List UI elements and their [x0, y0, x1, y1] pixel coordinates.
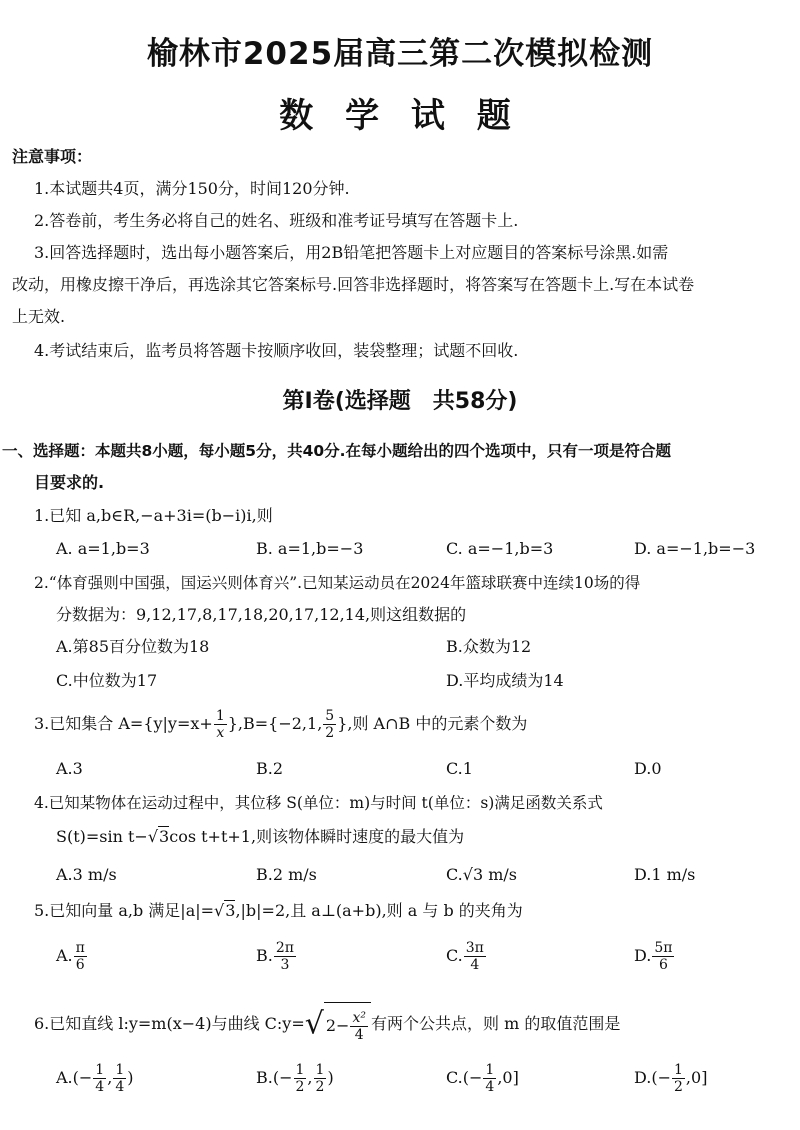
q4-option-d: D.1 m/s: [634, 865, 696, 884]
q6-b-n2: 1: [315, 1062, 325, 1078]
q3-option-a: A.3: [56, 759, 83, 778]
q6-option-a: [56, 1058, 133, 1098]
subject-title: 数 学 试 题: [279, 96, 521, 136]
q2-option-c: C.中位数为17: [56, 671, 158, 690]
exam-title: 榆林市2025届高三第二次模拟检测: [146, 36, 654, 72]
q5-option-b: [256, 936, 297, 976]
q4-option-b: B.2 m/s: [256, 865, 317, 884]
q1-stem: 1.已知 a,b∈R,−a+3i=(b−i)i,则: [34, 506, 273, 525]
q6-c-n1: 1: [485, 1062, 495, 1078]
q4-stem: 4.已知某物体在运动过程中，其位移 S(单位：m)与时间 t(单位：s)满足函数关系式: [34, 794, 603, 812]
q6-b-end: ): [327, 1068, 334, 1087]
q4-sqrt-radicand: 3: [159, 827, 170, 846]
q4-formula-part1: S(t)=sin t−: [56, 827, 148, 846]
q3-stem-part3: },则 A∩B 中的元素个数为: [337, 714, 528, 733]
q6-a-end: ): [127, 1068, 134, 1087]
q6-sqrt-body: [324, 1002, 371, 1047]
q5-option-b-fraction: [274, 940, 296, 973]
q5-option-c-label: C.: [446, 946, 463, 965]
q6-c-neg: −: [469, 1068, 483, 1087]
q6-a-frac2: [113, 1062, 126, 1095]
q6-b-mid: ,: [307, 1068, 313, 1087]
notice-item-3-cont: 改动，用橡皮擦干净后，再选涂其它答案标号.回答非选择题时，将答案写在答题卡上.写在本试卷: [12, 275, 695, 294]
notice-item-1: 1.本试题共4页，满分150分，时间120分钟.: [34, 179, 350, 198]
q6-d-label: D.(: [634, 1068, 658, 1087]
q5-option-a-fraction: [74, 940, 87, 973]
q4-formula-part2: cos t+t+1,则该物体瞬时速度的最大值为: [169, 827, 465, 846]
q6-stem: [34, 1002, 620, 1047]
q3-frac1-numerator: 1: [215, 708, 225, 724]
q2-stem: 2.“体育强则中国强，国运兴则体育兴”.已知某运动员在2024年篮球联赛中连续10场的得: [34, 574, 641, 592]
q6-b-frac1: [294, 1062, 307, 1095]
q6-b-neg: −: [279, 1068, 293, 1087]
q5-b-num: 2π: [275, 940, 294, 956]
q5-option-c: [446, 936, 487, 976]
q5-stem: [34, 900, 523, 922]
q6-option-b: [256, 1058, 334, 1098]
q5-option-b-label: B.: [256, 946, 273, 965]
q6-c-label: C.(: [446, 1068, 469, 1087]
q6-a-label: A.(: [56, 1068, 79, 1087]
q6-stem-part2: 有两个公共点，则 m 的取值范围是: [370, 1014, 621, 1033]
q6-a-d1: 4: [95, 1079, 105, 1095]
q3-frac2-denominator: 2: [325, 725, 335, 741]
q6-a-neg: −: [78, 1068, 93, 1087]
q3-stem-part1: 3.已知集合 A={y|y=x+: [34, 714, 213, 733]
section-title: 第Ⅰ卷(选择题 共58分): [282, 389, 518, 414]
q6-b-label: B.(: [256, 1068, 280, 1087]
q6-sqrt-lead: 2−: [325, 1016, 350, 1035]
q3-option-d: D.0: [634, 759, 662, 778]
q1-option-d: D. a=−1,b=−3: [634, 539, 756, 558]
q6-b-frac2: [314, 1062, 327, 1095]
q6-d-neg: −: [657, 1068, 671, 1087]
q5-sqrt-radicand: 3: [225, 901, 236, 920]
q6-a-n1: 1: [95, 1062, 105, 1078]
sqrt-icon: √: [147, 827, 159, 846]
notice-item-3: 3.回答选择题时，选出每小题答案后，用2B铅笔把答题卡上对应题目的答案标号涂黑.如需: [34, 243, 669, 262]
q6-option-c: [446, 1058, 519, 1098]
q5-d-den: 6: [658, 957, 668, 973]
q3-stem-part2: },B={−2,1,: [227, 714, 323, 733]
q1-option-c: C. a=−1,b=3: [446, 539, 554, 558]
sqrt-icon: √: [214, 901, 225, 920]
q3-frac1-denominator: x: [216, 725, 225, 741]
q6-b-n1: 1: [295, 1062, 305, 1078]
q5-stem-part2: ,|b|=2,且 a⊥(a+b),则 a 与 b 的夹角为: [235, 901, 523, 920]
q1-option-a: A. a=1,b=3: [56, 539, 150, 558]
q3-option-b: B.2: [256, 759, 284, 778]
q3-option-c: C.1: [446, 759, 473, 778]
sqrt-icon: √: [304, 1006, 324, 1042]
notice-item-4: 4.考试结束后，监考员将答题卡按顺序收回，装袋整理；试题不回收.: [34, 341, 519, 360]
q5-a-num: π: [75, 940, 85, 956]
q3-frac2-numerator: 5: [325, 708, 335, 724]
q6-sqrt-den: 4: [354, 1027, 364, 1043]
q2-option-d: D.平均成绩为14: [446, 671, 564, 690]
q1-option-b: B. a=1,b=−3: [256, 539, 364, 558]
q4-stem-cont: [56, 826, 464, 848]
q5-option-d-fraction: [652, 940, 674, 973]
q5-stem-part1: 5.已知向量 a,b 满足|a|=: [34, 901, 215, 920]
q6-option-d: [634, 1058, 707, 1098]
notice-item-3-end: 上无效.: [12, 307, 66, 326]
q5-option-d: [634, 936, 675, 976]
q6-b-d2: 2: [315, 1079, 325, 1095]
q5-c-den: 4: [470, 957, 480, 973]
q5-d-num: 5π: [654, 940, 673, 956]
part1-intro-cont: 目要求的.: [34, 473, 105, 492]
q5-option-d-label: D.: [634, 946, 652, 965]
q6-stem-part1: 6.已知直线 l:y=m(x−4)与曲线 C:y=: [34, 1014, 305, 1033]
q6-d-frac1: [672, 1062, 685, 1095]
q6-c-d1: 4: [485, 1079, 495, 1095]
q5-a-den: 6: [75, 957, 85, 973]
q4-option-c: C.√3 m/s: [446, 865, 517, 884]
q6-sqrt-num: x²: [352, 1010, 366, 1026]
q5-b-den: 3: [280, 957, 290, 973]
q6-a-n2: 1: [115, 1062, 125, 1078]
q5-option-c-fraction: [464, 940, 486, 973]
q2-stem-cont: 分数据为：9,12,17,8,17,18,20,17,12,14,则这组数据的: [56, 605, 467, 624]
notice-heading: 注意事项：: [12, 147, 93, 166]
q4-option-a: A.3 m/s: [56, 865, 117, 884]
q3-fraction-5-over-2: [323, 708, 336, 741]
q5-c-num: 3π: [465, 940, 484, 956]
q3-stem: [34, 706, 527, 742]
q3-fraction-1-over-x: [214, 708, 227, 741]
q6-a-frac1: [93, 1062, 106, 1095]
q6-a-mid: ,: [107, 1068, 113, 1087]
q5-option-a-label: A.: [56, 946, 73, 965]
q2-option-a: A.第85百分位数为18: [56, 637, 210, 656]
notice-item-2: 2.答卷前，考生务必将自己的姓名、班级和准考证号填写在答题卡上.: [34, 211, 519, 230]
part1-intro: 一、选择题：本题共8小题，每小题5分，共40分.在每小题给出的四个选项中，只有一项是符合题: [2, 442, 672, 460]
q6-c-frac1: [483, 1062, 496, 1095]
q6-a-d2: 4: [115, 1079, 125, 1095]
q6-sqrt-expression: [305, 1002, 371, 1047]
q6-b-d1: 2: [295, 1079, 305, 1095]
q6-d-d1: 2: [674, 1079, 683, 1095]
q2-option-b: B.众数为12: [446, 637, 532, 656]
q5-option-a: [56, 936, 88, 976]
q6-d-mid: ,0]: [685, 1068, 708, 1087]
q6-d-n1: 1: [674, 1062, 683, 1078]
q6-c-mid: ,0]: [497, 1068, 519, 1087]
q6-sqrt-fraction: [350, 1010, 368, 1043]
